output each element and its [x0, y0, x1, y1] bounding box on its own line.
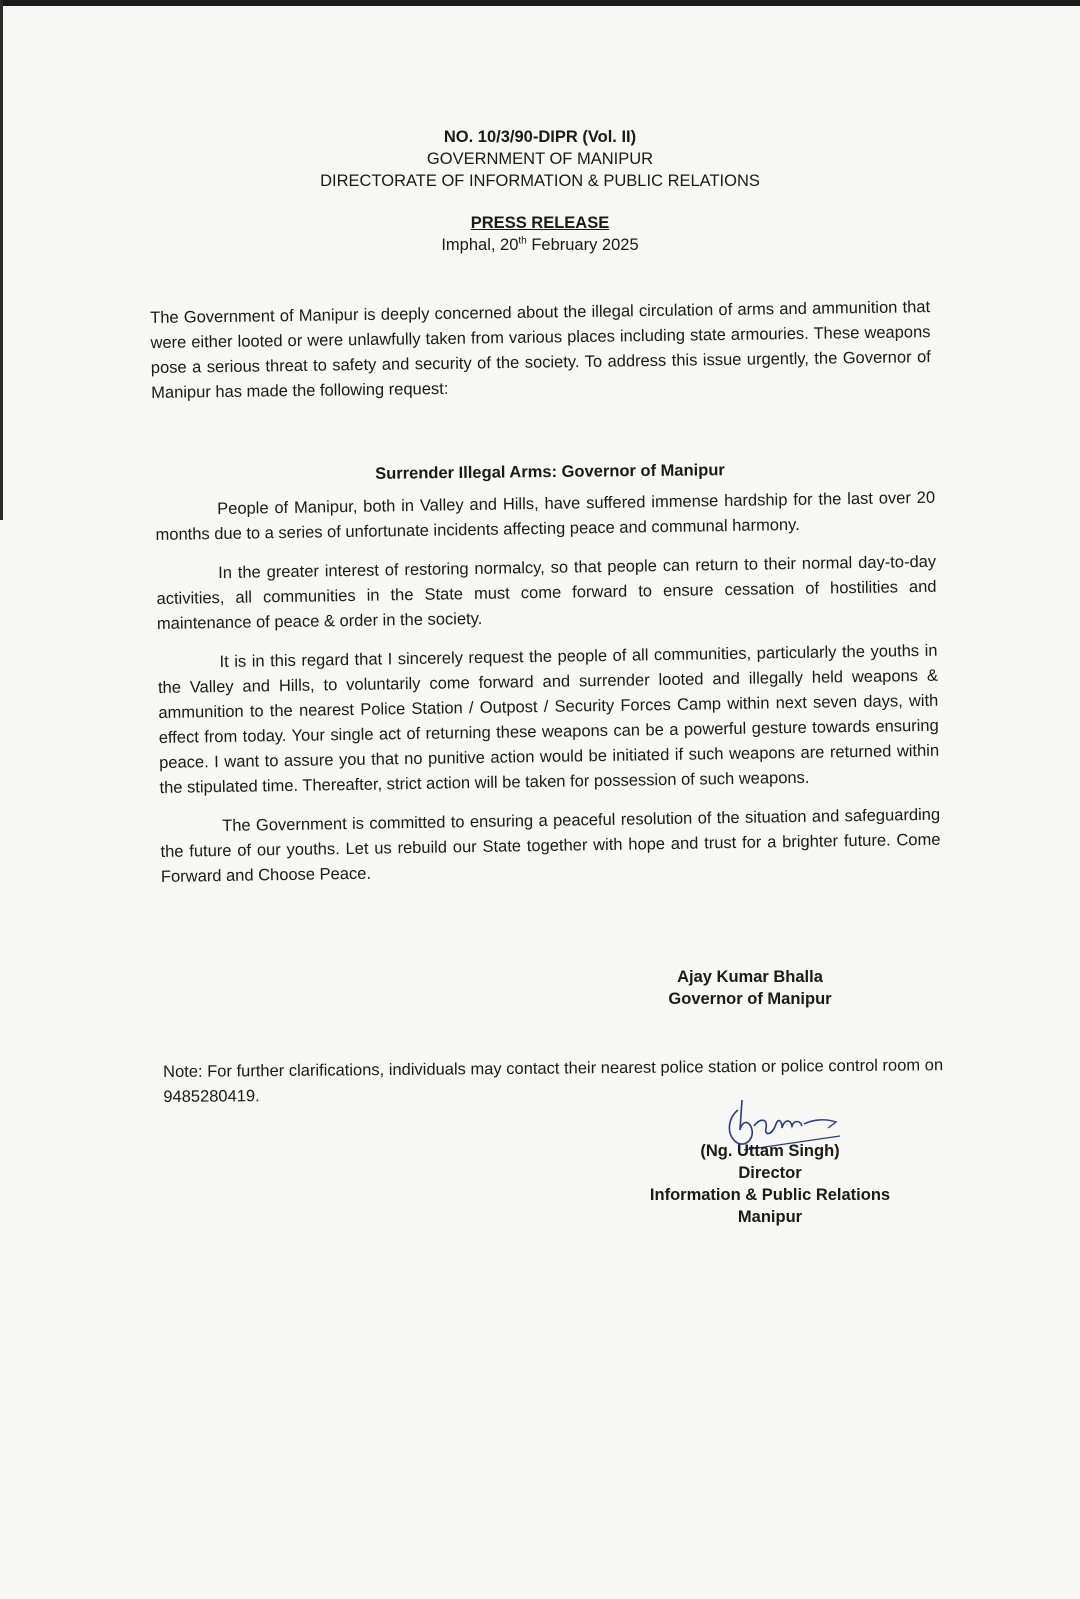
- release-title-block: [380, 212, 700, 256]
- press-release-title: PRESS RELEASE: [470, 214, 610, 232]
- government-name: GOVERNMENT OF MANIPUR: [426, 150, 654, 168]
- scan-left-edge: [0, 0, 3, 520]
- governor-signature-block: [640, 966, 860, 1010]
- date-ordinal: th: [518, 235, 527, 247]
- letterhead: [280, 126, 800, 192]
- reference-number: NO. 10/3/90-DIPR (Vol. II): [443, 128, 637, 146]
- director-state: Manipur: [737, 1208, 803, 1226]
- body-paragraph: The Government is committed to ensuring a peaceful resolution of the situation and safeguarding the future of our youths. Let us rebuild our State together with hope and trust for a brighter future. Come Forward and Choose Peace.: [160, 805, 941, 886]
- statement-body: [155, 486, 941, 904]
- date-month-year: February 2025: [526, 236, 639, 254]
- director-name: (Ng. Uttam Singh): [700, 1142, 840, 1160]
- body-paragraph: People of Manipur, both in Valley and Hills, have suffered immense hardship for the last over 20 months due to a series of unfortunate incidents affecting peace and communal harmony.: [155, 488, 936, 544]
- director-title: Director: [738, 1164, 802, 1182]
- place-date: [380, 234, 700, 256]
- director-signature-block: [620, 1140, 920, 1228]
- governor-name: Ajay Kumar Bhalla: [677, 968, 823, 986]
- statement-heading: Surrender Illegal Arms: Governor of Manipur: [375, 461, 725, 483]
- contact-note: Note: For further clarifications, individuals may contact their nearest police station or police control room on 9485280419.: [163, 1056, 944, 1106]
- scan-top-edge: [0, 0, 1080, 6]
- place-date-day: Imphal, 20: [441, 236, 519, 254]
- intro-paragraph: The Government of Manipur is deeply concerned about the illegal circulation of arms and ammunition that were either looted or were unlawfully taken from various places including state armouries. These weapons pose a serious threat to safety and security of the society. To address this issue urgently, the Governor of Manipur has made the following request:: [150, 298, 931, 402]
- director-office: Information & Public Relations: [649, 1186, 891, 1204]
- body-paragraph: It is in this regard that I sincerely request the people of all communities, particularly the youths in the Valley and Hills, to voluntarily come forward and surrender looted and illegally held weapons & ammunition to the nearest Police Station / Outpost / Security Forces Camp within next seven days, with effect from today. Your single act of returning these weapons can be a powerful gesture towards ensuring peace. I want to assure you that no punitive action would be initiated if such weapons are returned within the stipulated time. Thereafter, strict action will be taken for possession of such weapons.: [157, 641, 940, 797]
- governor-title: Governor of Manipur: [668, 990, 832, 1008]
- directorate-name: DIRECTORATE OF INFORMATION & PUBLIC RELATIONS: [320, 172, 760, 190]
- body-paragraph: In the greater interest of restoring normalcy, so that people can return to their normal day-to-day activities, all communities in the State must come forward to ensure cessation of hostilities and maintenance of peace & order in the society.: [156, 552, 937, 633]
